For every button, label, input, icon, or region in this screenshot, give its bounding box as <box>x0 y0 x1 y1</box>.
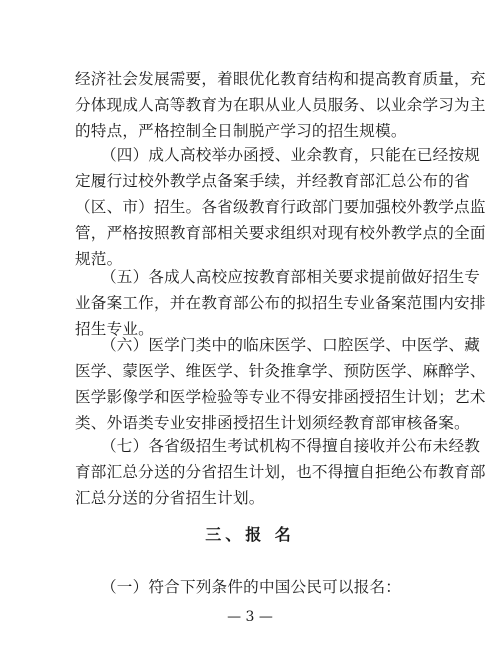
body-line-5: 定履行过校外教学点备案手续，并经教育部汇总公布的省 <box>75 172 470 190</box>
body-line-15: 类、外语类专业安排函授招生计划须经教育部审核备案。 <box>75 414 470 432</box>
body-line-17: 育部汇总分送的分省招生计划，也不得擅自拒绝公布教育部 <box>75 463 486 481</box>
body-line-16: （七）各省级招生考试机构不得擅自接收并公布未经教 <box>101 437 481 455</box>
body-line-11: 招生专业。 <box>75 320 154 338</box>
body-line-14: 医学影像学和医学检验等专业不得安排函授招生计划；艺术 <box>75 388 486 406</box>
page-number: — 3 — <box>227 609 273 625</box>
section-heading: 三、报 名 <box>205 525 295 544</box>
body-line-4: （四）成人高校举办函授、业余教育，只能在已经按规 <box>101 146 481 164</box>
body-line-6: （区、市）招生。各省级教育行政部门要加强校外教学点监 <box>75 198 486 216</box>
body-line-12: （六）医学门类中的临床医学、口腔医学、中医学、藏 <box>101 336 481 354</box>
body-line-2: 分体现成人高等教育为在职从业人员服务、以业余学习为主 <box>75 96 486 114</box>
body-line-1: 经济社会发展需要，着眼优化教育结构和提高教育质量，充 <box>75 70 486 88</box>
body-line-7: 管，严格按照教育部相关要求组织对现有校外教学点的全面 <box>75 224 486 242</box>
body-line-13: 医学、蒙医学、维医学、针灸推拿学、预防医学、麻醉学、 <box>75 362 486 380</box>
body-line-18: 汇总分送的分省招生计划。 <box>75 489 265 507</box>
body-line-8: 规范。 <box>75 250 123 268</box>
body-line-19: （一）符合下列条件的中国公民可以报名： <box>101 578 402 596</box>
body-line-3: 的特点，严格控制全日制脱产学习的招生规模。 <box>75 122 407 140</box>
body-line-9: （五）各成人高校应按教育部相关要求提前做好招生专 <box>101 268 481 286</box>
body-line-10: 业备案工作，并在教育部公布的拟招生专业备案范围内安排 <box>75 294 486 312</box>
